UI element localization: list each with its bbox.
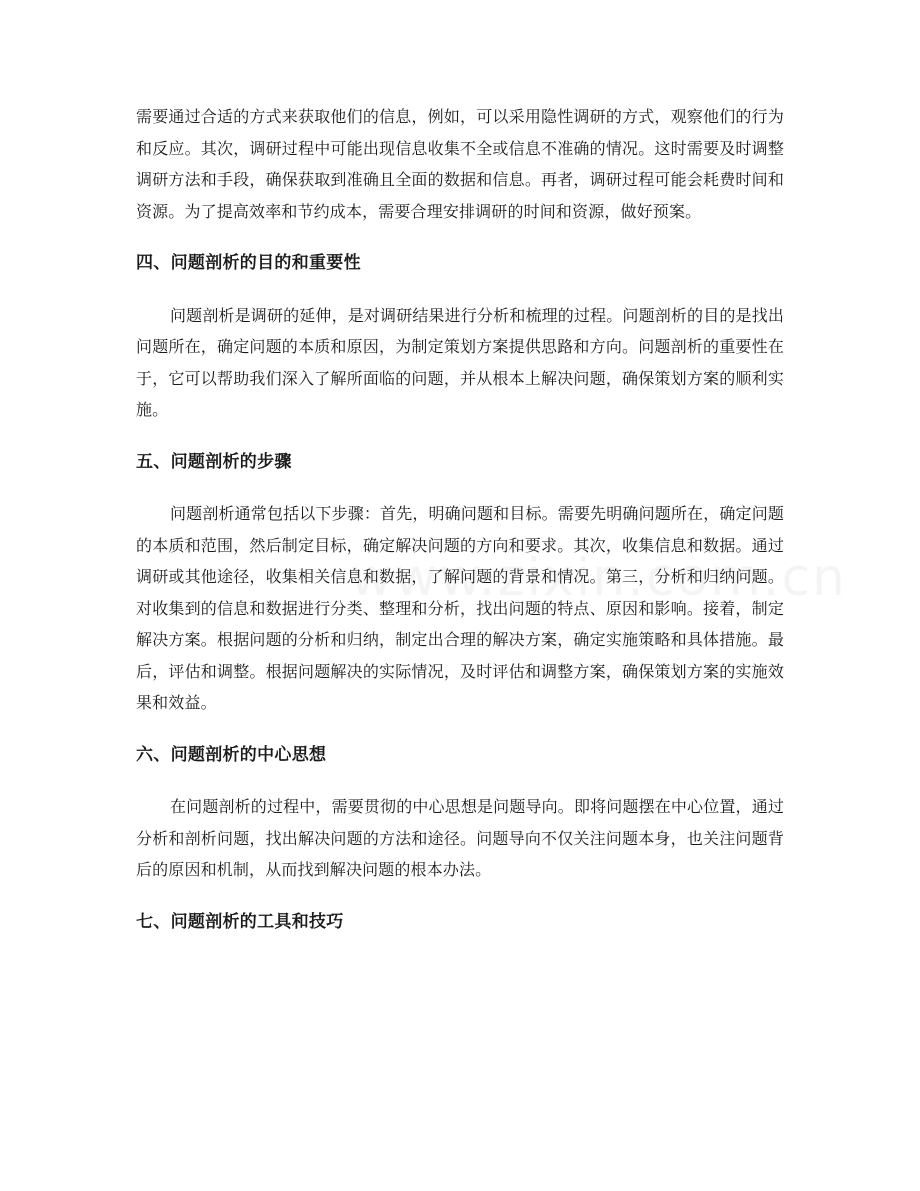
section-heading-5: 五、问题剖析的步骤: [136, 451, 292, 472]
intro-paragraph: 需要通过合适的方式来获取他们的信息，例如，可以采用隐性调研的方式，观察他们的行为和反应。其次，调研过程中可能出现信息收集不全或信息不准确的情况。这时需要及时调整调研方法和手段，确保获取到准确且全面的数据和信息。再者，调研过程可能会耗费时间和资源。为了提高效率和节约成本，需要合理安排调研的时间和资源，做好预案。: [136, 107, 784, 221]
section-heading-6: 六、问题剖析的中心思想: [136, 744, 327, 765]
document-body: [136, 101, 784, 938]
section-body-4: 问题剖析是调研的延伸，是对调研结果进行分析和梳理的过程。问题剖析的目的是找出问题所在，确定问题的本质和原因，为制定策划方案提供思路和方向。问题剖析的重要性在于，它可以帮助我们深入了解所面临的问题，并从根本上解决问题，确保策划方案的顺利实施。: [136, 305, 784, 419]
section-heading-7: 七、问题剖析的工具和技巧: [136, 911, 344, 932]
section-body-6: 在问题剖析的过程中，需要贯彻的中心思想是问题导向。即将问题摆在中心位置，通过分析和剖析问题，找出解决问题的方法和途径。问题导向不仅关注问题本身，也关注问题背后的原因和机制，从而找到解决问题的根本办法。: [136, 797, 784, 879]
section-body-5: 问题剖析通常包括以下步骤：首先，明确问题和目标。需要先明确问题所在，确定问题的本质和范围，然后制定目标，确定解决问题的方向和要求。其次，收集信息和数据。通过调研或其他途径，收集相关信息和数据，了解问题的背景和情况。第三，分析和归纳问题。对收集到的信息和数据进行分类、整理和分析，找出问题的特点、原因和影响。接着，制定解决方案。根据问题的分析和归纳，制定出合理的解决方案，确定实施策略和具体措施。最后，评估和调整。根据问题解决的实际情况，及时评估和调整方案，确保策划方案的实施效果和效益。: [136, 504, 784, 712]
section-heading-4: 四、问题剖析的目的和重要性: [136, 253, 361, 273]
